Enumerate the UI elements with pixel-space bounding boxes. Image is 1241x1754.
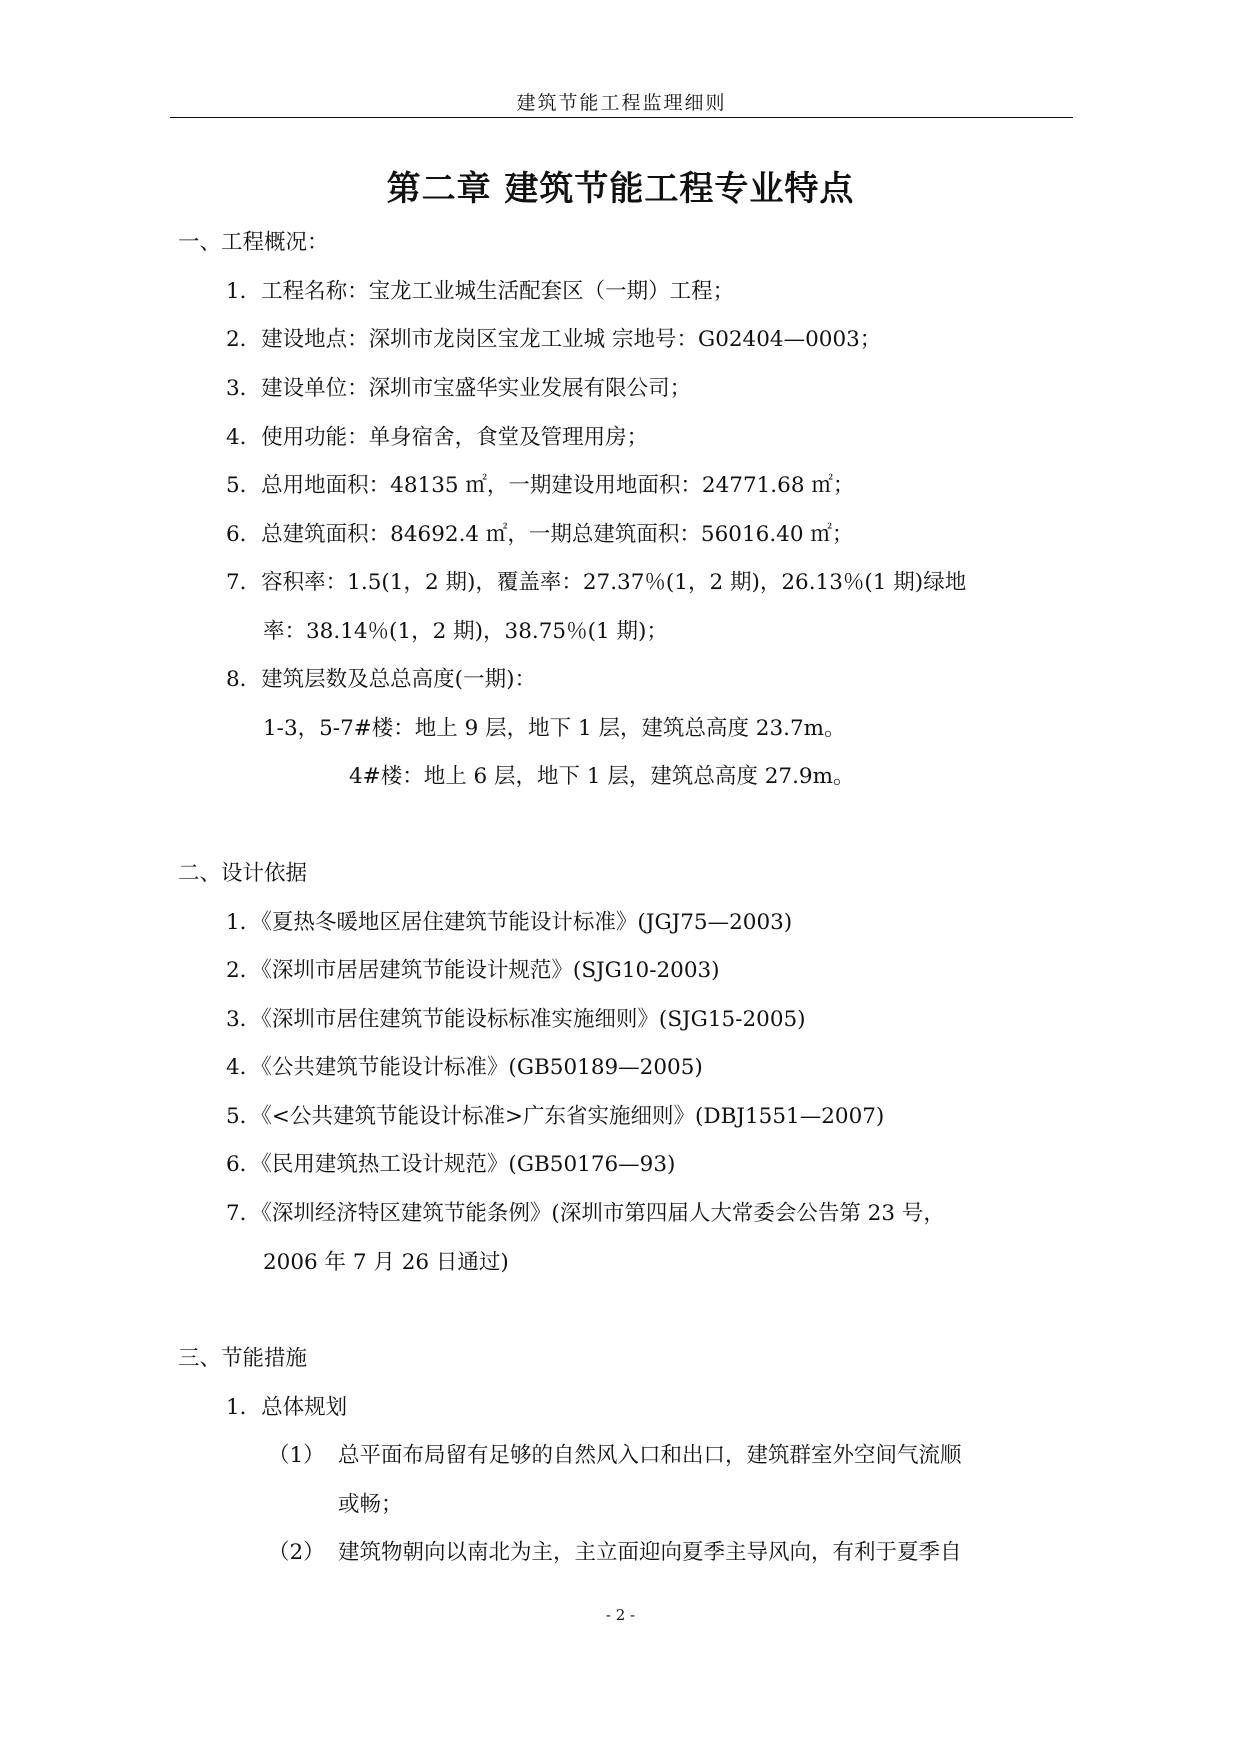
- chapter-title: 第二章 建筑节能工程专业特点: [386, 169, 855, 209]
- design-basis-item-continuation: 2006 年 7 月 26 日通过): [263, 1250, 509, 1275]
- section-heading-measures: 三、节能措施: [178, 1346, 308, 1371]
- design-basis-item: 3．《深圳市居住建筑节能设标标准实施细则》(SJG15-2005): [226, 1007, 806, 1032]
- overview-item: 6．总建筑面积：84692.4 ㎡，一期总建筑面积：56016.40 ㎡；: [226, 522, 854, 547]
- measures-subitem-number: （1）: [268, 1443, 325, 1468]
- section-heading-overview: 一、工程概况：: [178, 230, 329, 255]
- overview-subitem: 1-3，5-7#楼：地上 9 层，地下 1 层，建筑总高度 23.7m。: [263, 716, 846, 741]
- design-basis-item: 4．《公共建筑节能设计标准》(GB50189—2005): [226, 1055, 703, 1080]
- page-number: - 2 -: [605, 1606, 636, 1624]
- design-basis-item: 2．《深圳市居居建筑节能设计规范》(SJG10-2003): [226, 958, 720, 983]
- section-heading-design-basis: 二、设计依据: [178, 861, 308, 886]
- measures-subitem-number: （2）: [268, 1540, 325, 1565]
- overview-item: 2．建设地点：深圳市龙岗区宝龙工业城 宗地号：G02404—0003；: [226, 327, 882, 352]
- design-basis-item: 6．《民用建筑热工设计规范》(GB50176—93): [226, 1152, 676, 1177]
- overview-item: 7．容积率：1.5(1，2 期)，覆盖率：27.37％(1，2 期)，26.13％(1 期)绿地: [226, 570, 967, 595]
- measures-subitem-continuation: 或畅；: [338, 1492, 403, 1517]
- header-rule: [170, 117, 1073, 118]
- overview-item: 5．总用地面积：48135 ㎡，一期建设用地面积：24771.68 ㎡；: [226, 473, 855, 498]
- overview-item: 3．建设单位：深圳市宝盛华实业发展有限公司；: [226, 376, 692, 401]
- measures-item: 1．总体规划: [226, 1395, 348, 1420]
- design-basis-item: 7．《深圳经济特区建筑节能条例》(深圳市第四届人大常委会公告第 23 号，: [226, 1201, 945, 1226]
- measures-subitem-text: 建筑物朝向以南北为主，主立面迎向夏季主导风向，有利于夏季自: [338, 1540, 962, 1565]
- running-header: 建筑节能工程监理细则: [516, 92, 727, 114]
- measures-subitem-text: 总平面布局留有足够的自然风入口和出口，建筑群室外空间气流顺: [338, 1443, 962, 1468]
- design-basis-item: 5．《<公共建筑节能设计标准>广东省实施细则》(DBJ1551—2007): [226, 1104, 885, 1129]
- overview-item: 1．工程名称：宝龙工业城生活配套区（一期）工程；: [226, 279, 735, 304]
- overview-subitem: 4#楼：地上 6 层，地下 1 层，建筑总高度 27.9m。: [349, 764, 855, 789]
- design-basis-item: 1．《夏热冬暖地区居住建筑节能设计标准》(JGJ75—2003): [226, 910, 793, 935]
- overview-item-continuation: 率：38.14％(1，2 期)，38.75％(1 期)；: [263, 619, 668, 644]
- overview-item: 4．使用功能：单身宿舍，食堂及管理用房；: [226, 425, 649, 450]
- overview-item: 8．建筑层数及总总高度(一期)：: [226, 667, 536, 692]
